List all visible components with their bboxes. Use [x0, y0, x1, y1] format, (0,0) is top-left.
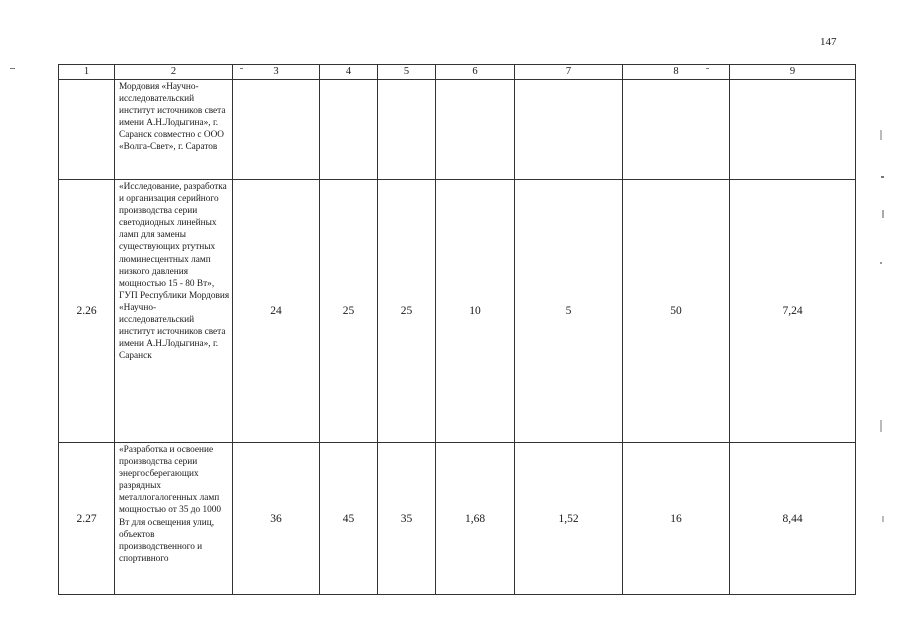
table-row [59, 80, 856, 180]
cell-col-5: 25 [378, 180, 436, 443]
cell-col-5: 35 [378, 443, 436, 595]
cell-col-9: 7,24 [730, 180, 856, 443]
header-cell-4: 4 [320, 65, 378, 80]
scan-speck [882, 210, 884, 218]
row-number: 2.26 [59, 180, 115, 443]
header-cell-1: 1 [59, 65, 115, 80]
cell-col-6 [436, 80, 515, 180]
scan-speck [881, 176, 884, 178]
scan-speck [706, 68, 709, 69]
cell-col-8: 50 [623, 180, 730, 443]
table-row [59, 180, 856, 443]
row-description: Мордовия «Научно-исследовательский институт источников света имени А.Н.Лодыгина», г. Саранск совместно с ООО «Волга-Свет», г. Саратов [115, 80, 233, 180]
header-cell-7: 7 [515, 65, 623, 80]
header-cell-8: 8 [623, 65, 730, 80]
scan-speck [880, 420, 882, 432]
row-description: «Исследование, разработка и организация серийного производства серии светодиодных линейных ламп для замены существующих ртутных люминесцентных ламп низкого давления мощностью 15 - 80 Вт», ГУП Республики Мордовия «Научно-исследовательский институт источников света имени А.Н.Лодыгина», г. Саранск [115, 180, 233, 443]
row-number [59, 80, 115, 180]
header-cell-6: 6 [436, 65, 515, 80]
scan-speck [240, 68, 243, 69]
header-cell-3: 3 [233, 65, 320, 80]
cell-col-9: 8,44 [730, 443, 856, 595]
cell-col-3: 24 [233, 180, 320, 443]
cell-col-7: 1,52 [515, 443, 623, 595]
scan-speck [880, 130, 882, 140]
scan-speck [10, 68, 15, 69]
cell-col-6: 1,68 [436, 443, 515, 595]
table-row [59, 443, 856, 595]
header-cell-5: 5 [378, 65, 436, 80]
cell-col-8 [623, 80, 730, 180]
cell-col-4 [320, 80, 378, 180]
cell-col-7 [515, 80, 623, 180]
cell-col-6: 10 [436, 180, 515, 443]
cell-col-8: 16 [623, 443, 730, 595]
header-row [59, 65, 856, 80]
cell-col-7: 5 [515, 180, 623, 443]
header-cell-9: 9 [730, 65, 856, 80]
cell-col-4: 45 [320, 443, 378, 595]
cell-col-3: 36 [233, 443, 320, 595]
header-cell-2: 2 [115, 65, 233, 80]
cell-col-5 [378, 80, 436, 180]
page-number: 147 [820, 36, 837, 48]
data-table [58, 64, 856, 595]
row-description: «Разработка и освоение производства серии энергосберегающих разрядных металлогалогенных ламп мощностью от 35 до 1000 Вт для освещения улиц, объектов производственного и спортивного [115, 443, 233, 595]
cell-col-4: 25 [320, 180, 378, 443]
cell-col-3 [233, 80, 320, 180]
row-number: 2.27 [59, 443, 115, 595]
scan-speck [880, 262, 882, 264]
cell-col-9 [730, 80, 856, 180]
scan-speck [882, 516, 884, 522]
